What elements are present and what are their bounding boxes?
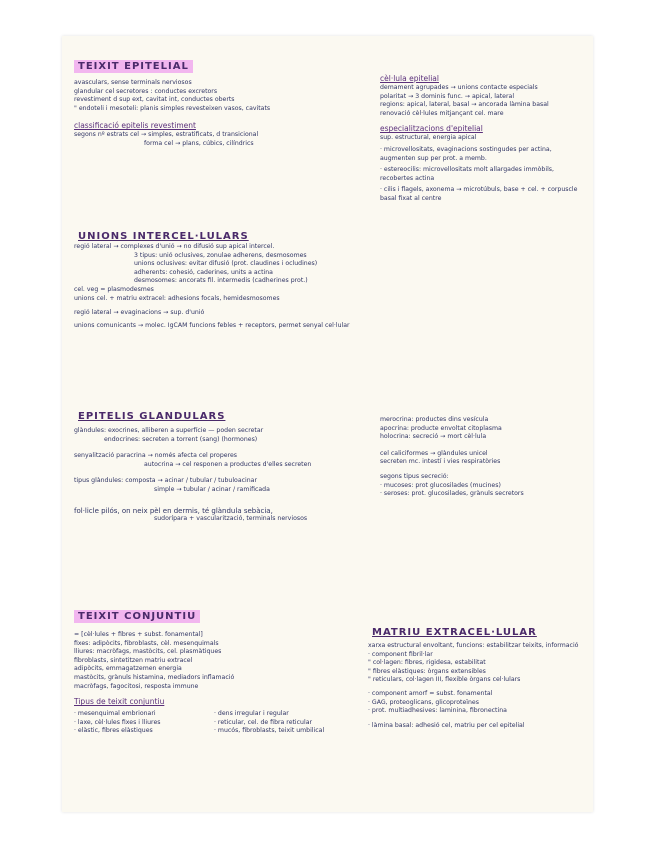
note-line: simple → tubular / acinar / ramificada <box>154 485 270 493</box>
glandulars-section <box>74 404 374 524</box>
note-line: holocrina: secreció → mort cèl·lula <box>380 433 487 441</box>
note-line: lliures: macròfags, mastòcits, cel. plasmàtiques <box>74 648 222 656</box>
note-line: tipus glàndules: composta → acinar / tubular / tubuloacinar <box>74 477 258 485</box>
note-line: cel caliciformes → glàndules unicel <box>380 449 488 457</box>
note-line: · laxe, cèl·lules fixes i lliures <box>74 718 161 726</box>
note-line: regió lateral → evaginacions → sup. d'unió <box>74 309 205 317</box>
section-title-glandulars: EPITELIS GLANDULARS <box>78 411 226 422</box>
note-line: cel. veg = plasmodesmes <box>74 285 154 293</box>
note-line: avasculars, sense terminals nerviosos <box>74 79 192 86</box>
conjuntiu-section <box>74 604 364 736</box>
note-line: unions cel. + matriu extracel: adhesions focals, hemidesmosomes <box>74 294 280 302</box>
note-line: · elàstic, fibres elàstiques <box>74 727 153 735</box>
note-line: · reticular, cel. de fibra reticular <box>214 718 313 726</box>
section-title-epitelial: TEIXIT EPITELIAL <box>74 60 193 73</box>
matriu-section <box>368 620 586 730</box>
note-line: fixes: adipòcits, fibroblasts, cèl. mesenquimals <box>74 639 219 647</box>
note-line: segons nº estrats cel → simples, estratificats, d transicional <box>74 131 259 139</box>
epitelial-section <box>74 54 374 149</box>
note-line: " endoteli i mesoteli: planis simples revesteixen vasos, cavitats <box>74 104 271 112</box>
note-line: fol·licle pilós, on neix pèl en dermis, té glàndula sebàcia, <box>74 506 273 515</box>
note-line: · estereocilis: microvellositats molt allargades immòbils, recobertes actina <box>380 166 554 182</box>
note-line: glàndules: exocrines, alliberen a superfície — poden secretar <box>74 427 264 434</box>
note-line: sudorípara + vascularització, terminals nerviosos <box>154 515 308 523</box>
note-line: · microvellositats, evaginacions sostingudes per actina, augmenten sup per prot. a memb. <box>380 145 552 162</box>
note-line: · seroses: prot. glucosilades, grànuls secretors <box>380 490 524 498</box>
note-line: mastòcits, grànuls histamina, mediadors inflamació <box>74 673 235 681</box>
note-line: revestiment d sup ext, cavitat int, conductes oberts <box>74 96 235 104</box>
note-line: · component amorf = subst. fonamental <box>368 689 493 697</box>
note-line: · component fibril·lar <box>368 650 433 658</box>
cel-epitelial-section <box>380 74 585 204</box>
note-line: · cilis i flagels, axonema → microtúbuls, base + cel. + corpuscle basal fixat al centre <box>380 186 578 202</box>
note-line: · mucós, fibroblasts, teixit umbilical <box>214 727 325 735</box>
note-line: merocrina: productes dins vesícula <box>380 416 489 423</box>
notebook-page <box>62 36 593 812</box>
note-line: segons tipus secreció: <box>380 472 449 480</box>
note-line: demament agrupades → unions contacte especials <box>380 84 538 91</box>
note-line: macròfags, fagocitosi, resposta immune <box>74 682 199 690</box>
note-line: senyalització paracrina → només afecta cel properes <box>74 452 238 460</box>
glandulars-right <box>380 416 585 499</box>
note-line: regions: apical, lateral, basal → ancorada làmina basal <box>380 101 549 109</box>
note-line: desmosomes: ancorats fil. intermedis (cadherines prot.) <box>134 277 308 285</box>
note-line: unions comunicants → molec. IgCAM funcions febles + receptors, permet senyal cel·lular <box>74 321 350 329</box>
section-title-matriu: MATRIU EXTRACEL·LULAR <box>372 627 537 638</box>
note-line: " fibres elàstiques: òrgans extensibles <box>368 667 486 675</box>
note-line: · GAG, proteoglicans, glicoproteïnes <box>368 698 479 706</box>
note-line: regió lateral → complexes d'unió → no difusió sup apical intercel. <box>74 243 275 250</box>
note-line: = [cèl·lules + fibres + subst. fonamental] <box>74 631 203 638</box>
section-title-unions: UNIONS INTERCEL·LULARS <box>78 231 249 242</box>
note-line: " col·lagen: fibres, rigidesa, estabilitat <box>368 659 486 667</box>
note-line: xarxa estructural envoltant, funcions: estabilitzar teixits, informació <box>368 642 579 649</box>
subheading-cel-epitelial: cèl·lula epitelial <box>380 74 439 83</box>
note-line: adherents: cohesió, caderines, units a actina <box>134 268 273 276</box>
subheading-tipus: Tipus de teixit conjuntiu <box>74 697 165 707</box>
note-line: secreten mc. intestí i vies respiratòries <box>380 458 501 466</box>
note-line: apocrina: producte envoltat citoplasma <box>380 424 502 432</box>
note-line: · prot. multiadhesives: laminina, fibronectina <box>368 707 507 715</box>
tipus-grid <box>74 710 364 736</box>
note-line: forma cel → plans, cúbics, cilíndrics <box>144 139 254 147</box>
subheading-classificacio: classificació epitelis revestiment <box>74 121 196 131</box>
note-line: adipòcits, emmagatzemen energia <box>74 665 182 673</box>
note-line: 3 tipus: unió oclusives, zonulae adherens, desmosomes <box>134 251 307 259</box>
note-line: · mesenquimal embrionari <box>74 710 156 718</box>
note-line: · mucoses: prot glucosilades (mucines) <box>380 481 501 489</box>
note-line: autocrina → cel responen a productes d'elles secreten <box>144 460 312 468</box>
unions-section <box>74 224 374 330</box>
note-line: sup. estructural, energia apical <box>380 134 477 142</box>
subheading-especialitzacions: especialitzacions d'epitelial <box>380 124 483 134</box>
note-line: fibroblasts, sintetitzen matriu extracel <box>74 656 193 664</box>
section-title-conjuntiu: TEIXIT CONJUNTIU <box>74 610 200 623</box>
note-line: glandular cel secretores : conductes excretors <box>74 87 218 95</box>
note-line: endocrines: secreten a torrent (sang) (hormones) <box>104 435 258 443</box>
note-line: polaritat → 3 dominis func. → apical, lateral <box>380 92 515 100</box>
note-line: · làmina basal: adhesió cel, matriu per cel epitelial <box>368 721 525 729</box>
note-line: unions oclusives: evitar difusió (prot. claudines i ocludines) <box>134 260 318 268</box>
note-line: " reticulars, col·lagen III, flexible òrgans cel·lulars <box>368 676 521 684</box>
note-line: renovació cèl·lules mitjançant cel. mare <box>380 109 504 117</box>
note-line: · dens irregular i regular <box>214 710 289 718</box>
